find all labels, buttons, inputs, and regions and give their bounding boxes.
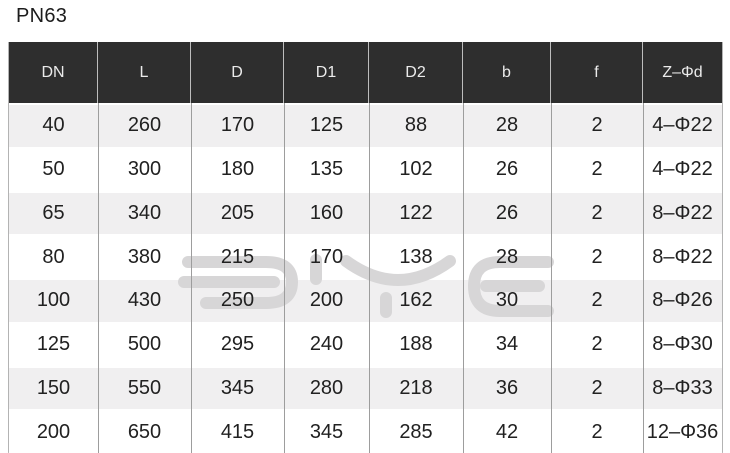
table-cell <box>98 193 191 235</box>
cell-value: 340 <box>127 201 162 224</box>
table-cell <box>191 280 284 322</box>
table-cell <box>551 105 643 147</box>
table-cell <box>369 368 463 410</box>
table-cell <box>98 411 191 453</box>
cell-value: 2 <box>591 201 603 224</box>
table-cell <box>98 149 191 191</box>
table-cell <box>369 105 463 147</box>
table-cell <box>643 324 722 366</box>
cell-value: 160 <box>309 201 344 224</box>
cell-value: 26 <box>495 158 519 181</box>
table-cell <box>643 236 722 278</box>
table-cell <box>551 368 643 410</box>
table-cell <box>9 280 98 322</box>
table-row <box>9 191 722 235</box>
column-header: D1 <box>284 42 369 103</box>
table-cell <box>9 105 98 147</box>
column-header: f <box>551 42 643 103</box>
cell-value: 170 <box>220 114 255 137</box>
cell-value: 4–Φ22 <box>652 158 713 181</box>
table-cell <box>284 411 369 453</box>
table-cell <box>284 149 369 191</box>
cell-value: 170 <box>309 245 344 268</box>
table-cell <box>643 411 722 453</box>
cell-value: 250 <box>220 289 255 312</box>
cell-value: 40 <box>42 114 65 137</box>
cell-value: 2 <box>591 376 603 399</box>
table-cell <box>369 193 463 235</box>
cell-value: 500 <box>127 333 162 356</box>
cell-value: 122 <box>399 201 433 224</box>
table-cell <box>191 149 284 191</box>
cell-value: 8–Φ33 <box>652 376 713 399</box>
table-cell <box>463 105 551 147</box>
table-cell <box>191 368 284 410</box>
column-header: D <box>191 42 284 103</box>
cell-value: 2 <box>591 245 603 268</box>
table-body <box>9 103 722 453</box>
cell-value: 218 <box>399 376 433 399</box>
cell-value: 150 <box>36 376 71 399</box>
table-cell <box>9 193 98 235</box>
cell-value: 8–Φ26 <box>652 289 713 312</box>
table-cell <box>191 193 284 235</box>
cell-value: 2 <box>591 420 603 443</box>
table-row <box>9 409 722 453</box>
cell-value: 240 <box>309 333 344 356</box>
table-cell <box>9 368 98 410</box>
table-cell <box>98 236 191 278</box>
cell-value: 415 <box>220 420 255 443</box>
table-row <box>9 278 722 322</box>
column-header: D2 <box>369 42 463 103</box>
table-cell <box>191 105 284 147</box>
table-row <box>9 366 722 410</box>
cell-value: 4–Φ22 <box>652 114 713 137</box>
column-divider-line <box>191 103 192 453</box>
cell-value: 8–Φ30 <box>652 333 713 356</box>
table-cell <box>463 368 551 410</box>
cell-value: 2 <box>591 289 603 312</box>
table-cell <box>98 324 191 366</box>
table-cell <box>284 280 369 322</box>
cell-value: 260 <box>127 114 162 137</box>
column-divider-line <box>463 103 464 453</box>
cell-value: 42 <box>495 420 519 443</box>
cell-value: 28 <box>495 114 519 137</box>
table-row <box>9 103 722 147</box>
table-cell <box>369 149 463 191</box>
table-cell <box>369 236 463 278</box>
column-divider-line <box>369 103 370 453</box>
table-row <box>9 322 722 366</box>
cell-value: 135 <box>309 158 344 181</box>
cell-value: 300 <box>127 158 162 181</box>
table-cell <box>9 411 98 453</box>
table-cell <box>284 193 369 235</box>
cell-value: 36 <box>495 376 519 399</box>
column-header: L <box>98 42 191 103</box>
pressure-rating-title: PN63 <box>16 5 68 27</box>
cell-value: 200 <box>36 420 71 443</box>
table-cell <box>284 236 369 278</box>
column-divider-line <box>284 103 285 453</box>
cell-value: 550 <box>127 376 162 399</box>
cell-value: 26 <box>495 201 519 224</box>
table-cell <box>369 411 463 453</box>
table-cell <box>643 368 722 410</box>
table-cell <box>551 193 643 235</box>
cell-value: 34 <box>495 333 519 356</box>
cell-value: 65 <box>42 201 65 224</box>
table-cell <box>463 236 551 278</box>
cell-value: 280 <box>309 376 344 399</box>
cell-value: 2 <box>591 158 603 181</box>
cell-value: 80 <box>42 245 65 268</box>
table-cell <box>284 368 369 410</box>
cell-value: 30 <box>495 289 519 312</box>
table-cell <box>463 324 551 366</box>
cell-value: 345 <box>309 420 344 443</box>
table-cell <box>191 411 284 453</box>
cell-value: 345 <box>220 376 255 399</box>
cell-value: 650 <box>127 420 162 443</box>
cell-value: 125 <box>309 114 344 137</box>
table-cell <box>463 149 551 191</box>
table-cell <box>369 324 463 366</box>
cell-value: 28 <box>495 245 519 268</box>
table-cell <box>643 280 722 322</box>
cell-value: 2 <box>591 333 603 356</box>
table-cell <box>284 105 369 147</box>
column-divider-line <box>551 103 552 453</box>
cell-value: 295 <box>220 333 255 356</box>
table-header <box>9 42 722 103</box>
dimension-table <box>8 42 723 453</box>
cell-value: 380 <box>127 245 162 268</box>
table-cell <box>551 236 643 278</box>
cell-value: 200 <box>309 289 344 312</box>
table-cell <box>98 280 191 322</box>
table-cell <box>551 324 643 366</box>
table-cell <box>463 411 551 453</box>
table-cell <box>9 149 98 191</box>
table-cell <box>284 324 369 366</box>
table-cell <box>551 411 643 453</box>
table-cell <box>463 193 551 235</box>
cell-value: 285 <box>399 420 433 443</box>
cell-value: 12–Φ36 <box>646 420 719 443</box>
table-cell <box>98 368 191 410</box>
column-header: Z–Φd <box>662 63 703 81</box>
cell-value: 8–Φ22 <box>652 201 713 224</box>
cell-value: 138 <box>399 245 433 268</box>
table-cell <box>369 280 463 322</box>
cell-value: 215 <box>220 245 255 268</box>
cell-value: 125 <box>36 333 71 356</box>
table-cell <box>551 280 643 322</box>
column-divider-line <box>643 103 644 453</box>
table-cell <box>191 324 284 366</box>
cell-value: 180 <box>220 158 255 181</box>
table-cell <box>643 105 722 147</box>
column-header: DN <box>9 42 98 103</box>
cell-value: 50 <box>42 158 65 181</box>
column-header: b <box>463 42 551 103</box>
cell-value: 188 <box>399 333 433 356</box>
table-cell <box>463 280 551 322</box>
table-cell <box>191 236 284 278</box>
cell-value: 162 <box>399 289 433 312</box>
table-row <box>9 234 722 278</box>
cell-value: 2 <box>591 114 603 137</box>
table-cell <box>643 193 722 235</box>
cell-value: 205 <box>220 201 255 224</box>
cell-value: 8–Φ22 <box>652 245 713 268</box>
cell-value: 102 <box>399 158 433 181</box>
cell-value: 88 <box>404 114 428 137</box>
table-row <box>9 147 722 191</box>
table-cell <box>9 324 98 366</box>
table-cell <box>551 149 643 191</box>
table-cell <box>9 236 98 278</box>
table-cell <box>98 105 191 147</box>
cell-value: 430 <box>127 289 162 312</box>
column-divider-line <box>98 103 99 453</box>
table-cell <box>643 149 722 191</box>
cell-value: 100 <box>36 289 71 312</box>
